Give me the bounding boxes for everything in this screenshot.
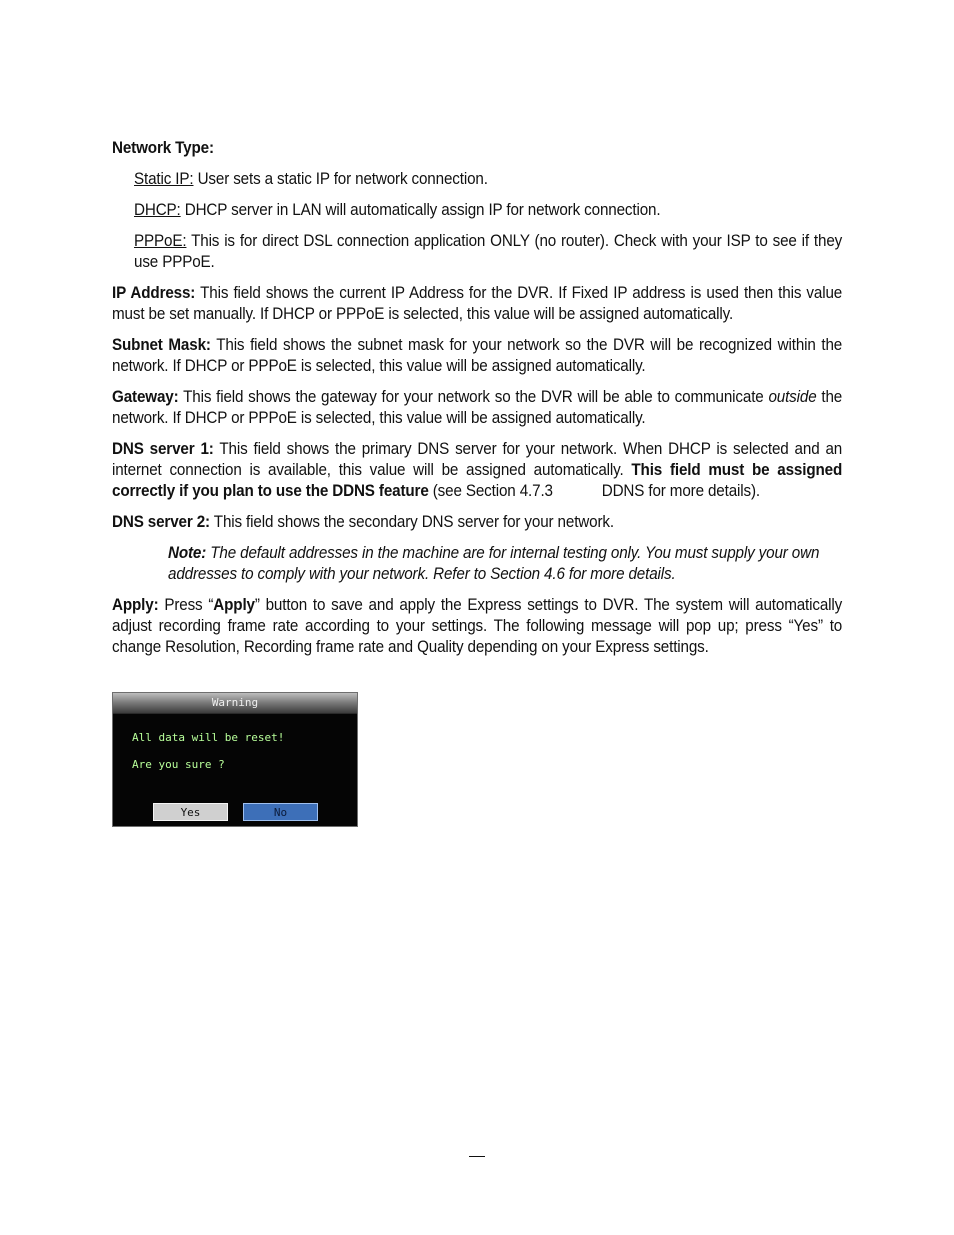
- dns-server-2-paragraph: [112, 512, 842, 533]
- ip-address-label: IP Address:: [112, 284, 196, 302]
- gateway-text-emphasis: outside: [768, 388, 817, 406]
- dhcp-paragraph: [134, 200, 842, 221]
- subnet-mask-label: Subnet Mask:: [112, 336, 211, 354]
- subnet-mask-text: This field shows the subnet mask for your network so the DVR will be recognized within the network. If DHCP or PPPoE is selected, this value will be assigned automatically.: [112, 336, 843, 375]
- gateway-label: Gateway:: [112, 388, 179, 406]
- dns-server-1-warning: This field must be assigned correctly if you plan to use the DDNS feature: [112, 461, 843, 500]
- pppoe-text: This is for direct DSL connection application ONLY (no router). Check with your ISP to see if they use PPPoE.: [134, 232, 843, 271]
- dhcp-label: DHCP:: [134, 201, 181, 219]
- static-ip-label: Static IP:: [134, 170, 194, 188]
- warning-message: All data will be reset!: [132, 731, 285, 744]
- dns-server-1-label: DNS server 1:: [112, 440, 214, 458]
- dns-server-2-label: DNS server 2:: [112, 513, 210, 531]
- confirm-question: Are you sure ?: [132, 758, 225, 771]
- note-text: The default addresses in the machine are for internal testing only. You must supply your own addresses to comply with your network. Refer to Section 4.6 for more details.: [168, 544, 820, 583]
- page-number-rule: [469, 1156, 485, 1157]
- dns-server-1-text-c: DDNS for more details).: [601, 482, 761, 500]
- dns-server-1-text-a: This field shows the primary DNS server for your network. When DHCP is selected and an internet connection is available, this value will be assigned automatically.: [112, 440, 843, 479]
- apply-button-name: Apply: [213, 596, 255, 614]
- static-ip-text: User sets a static IP for network connection.: [193, 170, 488, 188]
- dns-server-1-text-b: (see Section 4.7.3: [428, 482, 553, 500]
- ip-address-paragraph: [112, 283, 842, 325]
- subnet-mask-paragraph: [112, 335, 842, 377]
- apply-paragraph: [112, 595, 842, 658]
- gateway-text-a: This field shows the gateway for your network so the DVR will be able to communicate: [178, 388, 769, 406]
- apply-label: Apply:: [112, 596, 159, 614]
- note-paragraph: [168, 543, 842, 585]
- static-ip-paragraph: [134, 169, 842, 190]
- ip-address-text: This field shows the current IP Address for the DVR. If Fixed IP address is used then this value must be set manually. If DHCP or PPPoE is selected, this value will be assigned automatically.: [112, 284, 843, 323]
- pppoe-paragraph: [134, 231, 842, 273]
- dns-server-1-paragraph: [112, 439, 842, 502]
- warning-dialog-title: Warning: [113, 693, 357, 714]
- gateway-paragraph: [112, 387, 842, 429]
- apply-text-b: ” button to save and apply the Express settings to DVR. The system will automatically adjust recording frame rate according to your settings. The following message will pop up; press “Yes” to change Resolution, Recording frame rate and Quality depending on your Express settings.: [112, 596, 843, 656]
- network-type-heading: Network Type:: [112, 139, 214, 157]
- no-button[interactable]: No: [243, 803, 318, 821]
- dhcp-text: DHCP server in LAN will automatically assign IP for network connection.: [180, 201, 661, 219]
- dns-server-2-text: This field shows the secondary DNS server for your network.: [209, 513, 614, 531]
- pppoe-label: PPPoE:: [134, 232, 187, 250]
- yes-button[interactable]: Yes: [153, 803, 228, 821]
- note-label: Note:: [168, 544, 207, 562]
- manual-page-content: [112, 138, 842, 668]
- warning-dialog: [112, 692, 358, 827]
- gateway-text-b: the network. If DHCP or PPPoE is selected, this value will be assigned automatically.: [112, 388, 843, 427]
- apply-text-a: Press “: [158, 596, 214, 614]
